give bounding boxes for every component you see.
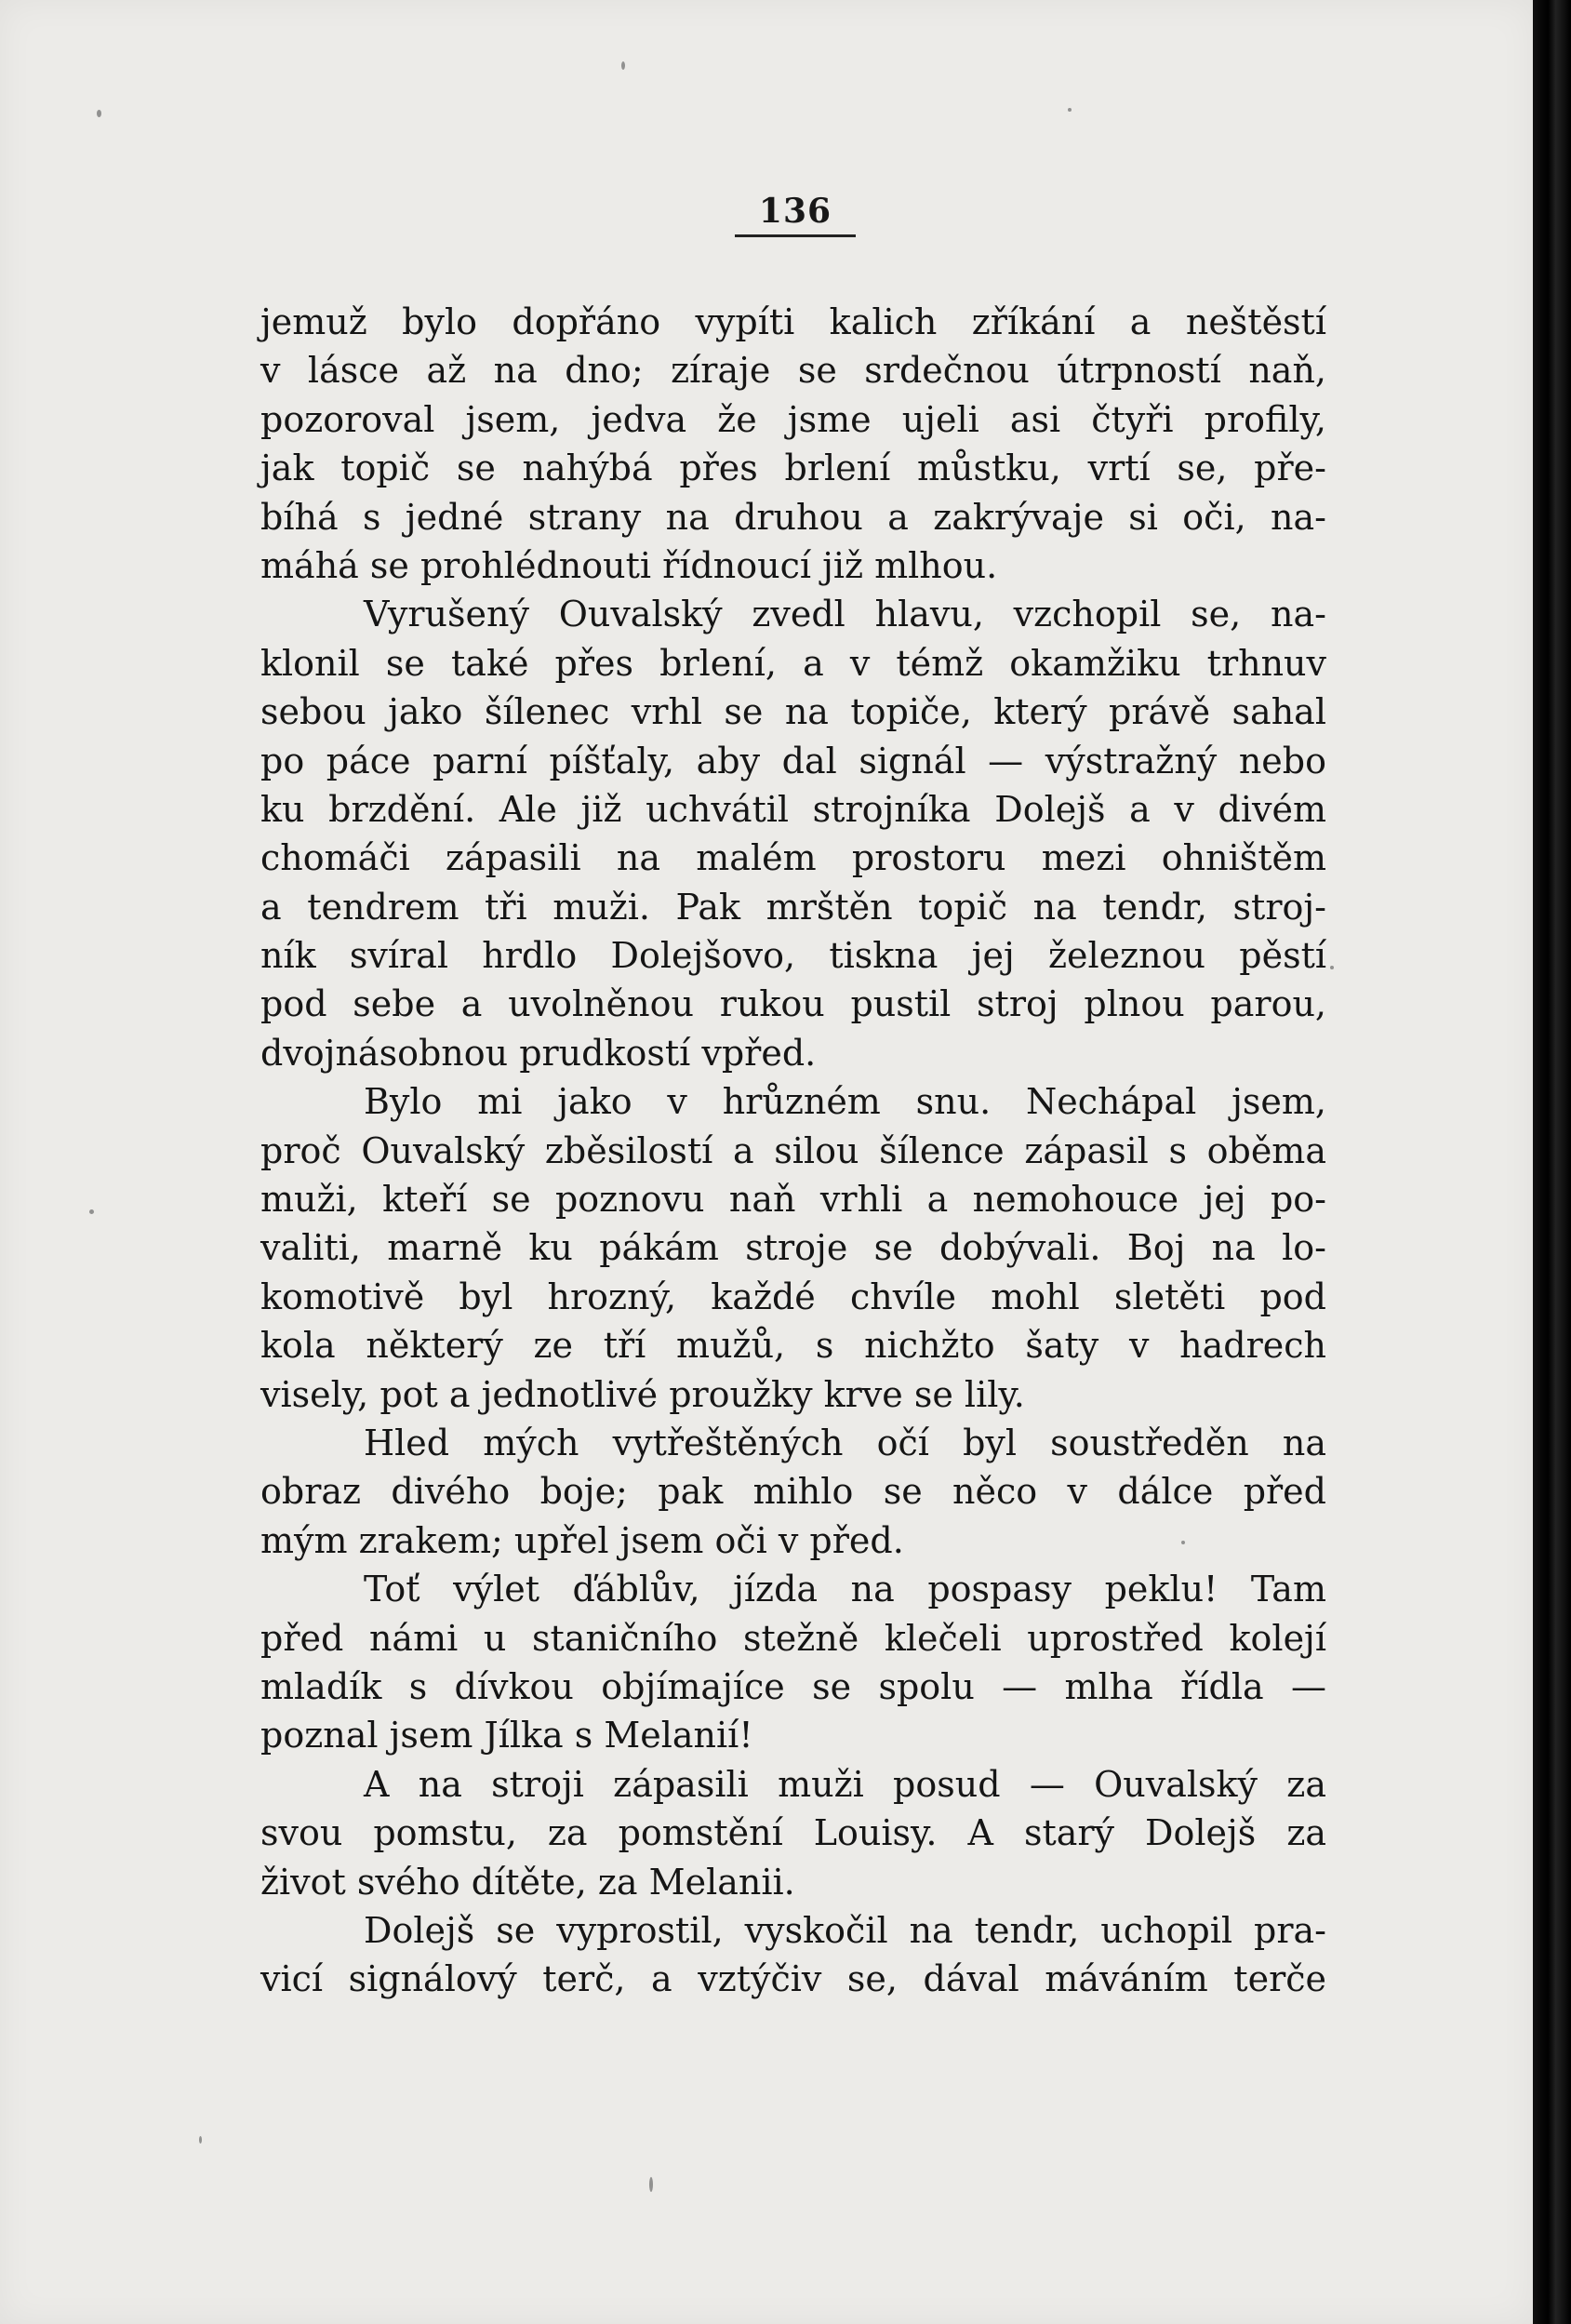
text-line: Toť výlet ďáblův, jízda na pospasy peklu! Tam bbox=[364, 1569, 1326, 1610]
text-line: mladík s dívkou objímajíce se spolu — mlha řídla — bbox=[260, 1665, 1326, 1707]
text-line: dvojnásobnou prudkostí vpřed. bbox=[260, 1032, 817, 1074]
text-line: Vyrušený Ouvalský zvedl hlavu, vzchopil se, na- bbox=[364, 594, 1326, 635]
scan-speck bbox=[97, 110, 101, 117]
text-line: život svého dítěte, za Melanii. bbox=[260, 1861, 795, 1903]
text-line: komotivě byl hrozný, každé chvíle mohl sletěti pod bbox=[260, 1276, 1326, 1317]
text-line: vicí signálový terč, a vztýčiv se, dával máváním terče bbox=[260, 1958, 1326, 2000]
text-line: v lásce až na dno; zíraje se srdečnou útrpností naň, bbox=[260, 350, 1326, 392]
page-number: 136 bbox=[735, 192, 856, 237]
scan-speck bbox=[199, 2136, 202, 2144]
page-number-container bbox=[0, 192, 1571, 237]
scan-speck bbox=[1181, 1541, 1185, 1544]
text-line: ku brzdění. Ale již uchvátil strojníka Dolejš a v divém bbox=[260, 788, 1326, 830]
scan-speck bbox=[621, 61, 625, 70]
text-line: valiti, marně ku pákám stroje se dobývali. Boj na lo- bbox=[260, 1227, 1326, 1269]
scan-speck bbox=[1068, 108, 1072, 112]
text-line: po páce parní píšťaly, aby dal signál — výstražný nebo bbox=[260, 740, 1326, 781]
text-line: chomáči zápasili na malém prostoru mezi ohništěm bbox=[260, 837, 1326, 879]
text-line: a tendrem tři muži. Pak mrštěn topič na tendr, stroj- bbox=[260, 886, 1326, 928]
text-line: klonil se také přes brlení, a v témž okamžiku trhnuv bbox=[260, 642, 1326, 684]
text-line: před námi u staničního stežně klečeli uprostřed kolejí bbox=[260, 1617, 1326, 1659]
text-line: obraz divého boje; pak mihlo se něco v dálce před bbox=[260, 1471, 1326, 1513]
text-line: sebou jako šílenec vrhl se na topiče, který právě sahal bbox=[260, 691, 1326, 733]
text-line: Dolejš se vyprostil, vyskočil na tendr, uchopil pra- bbox=[364, 1909, 1326, 1951]
text-line: jak topič se nahýbá přes brlení můstku, vrtí se, pře- bbox=[260, 447, 1326, 489]
scan-speck bbox=[89, 1209, 94, 1214]
text-line: poznal jsem Jílka s Melanií! bbox=[260, 1715, 753, 1756]
text-line: pozoroval jsem, jedva že jsme ujeli asi čtyři profily, bbox=[260, 398, 1326, 440]
text-line: ník svíral hrdlo Dolejšovo, tiskna jej železnou pěstí bbox=[260, 935, 1326, 977]
page-text bbox=[260, 298, 1326, 2004]
text-line: visely, pot a jednotlivé proužky krve se lily. bbox=[260, 1373, 1025, 1415]
scan-edge bbox=[1533, 0, 1571, 2324]
text-line: kola některý ze tří mužů, s nichžto šaty v hadrech bbox=[260, 1325, 1326, 1367]
text-line: jemuž bylo dopřáno vypíti kalich zříkání a neštěstí bbox=[260, 301, 1326, 342]
text-line: mým zrakem; upřel jsem oči v před. bbox=[260, 1519, 904, 1561]
text-line: bíhá s jedné strany na druhou a zakrývaje si oči, na- bbox=[260, 496, 1326, 538]
text-line: Bylo mi jako v hrůzném snu. Nechápal jsem, bbox=[364, 1081, 1326, 1123]
text-line: A na stroji zápasili muži posud — Ouvalský za bbox=[364, 1763, 1326, 1805]
text-line: pod sebe a uvolněnou rukou pustil stroj plnou parou, bbox=[260, 983, 1326, 1025]
scan-speck bbox=[1330, 966, 1334, 969]
text-line: Hled mých vytřeštěných očí byl soustředěn na bbox=[364, 1422, 1326, 1463]
text-line: máhá se prohlédnouti řídnoucí již mlhou. bbox=[260, 544, 998, 586]
text-line: proč Ouvalský zběsilostí a silou šílence zápasil s oběma bbox=[260, 1129, 1326, 1171]
text-line: svou pomstu, za pomstění Louisy. A starý Dolejš za bbox=[260, 1812, 1326, 1854]
text-line: muži, kteří se poznovu naň vrhli a nemohouce jej po- bbox=[260, 1179, 1326, 1221]
scan-speck bbox=[649, 2177, 653, 2192]
